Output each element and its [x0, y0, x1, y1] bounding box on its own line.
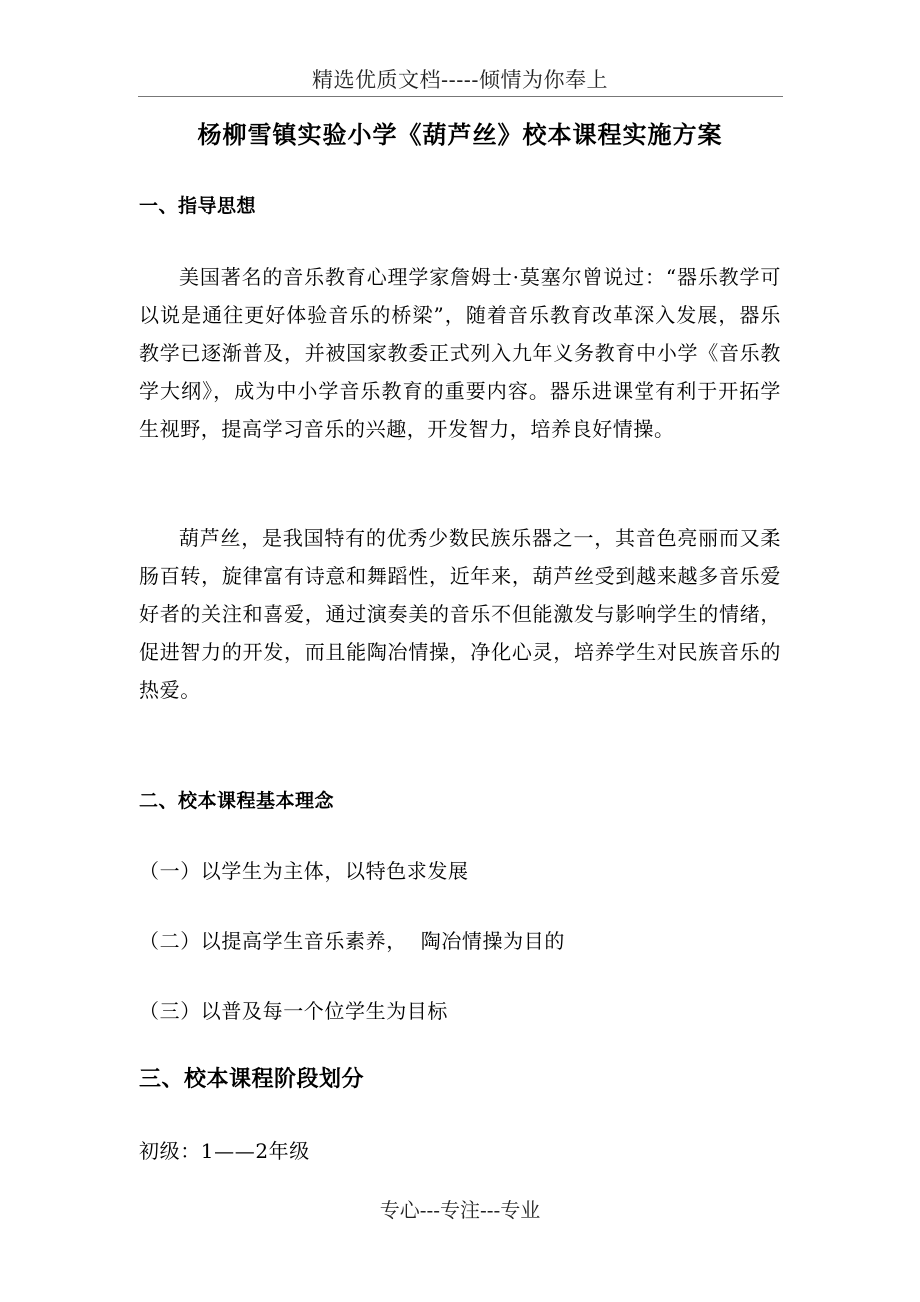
concept-item-1: （一）以学生为主体，以特色求发展 — [139, 859, 469, 883]
paragraph-hulusi-intro: 葫芦丝，是我国特有的优秀少数民族乐器之一，其音色亮丽而又柔肠百转，旋律富有诗意和舞蹈性，近年来，葫芦丝受到越来越多音乐爱好者的关注和喜爱，通过演奏美的音乐不但能激发与影响学生的情绪，促进智力的开发，而且能陶冶情操，净化心灵，培养学生对民族音乐的热爱。 — [139, 526, 781, 702]
stage-item-beginner: 初级：1——2年级 — [139, 1139, 310, 1163]
concept-item-2: （二）以提高学生音乐素养， 陶冶情操为目的 — [139, 929, 565, 953]
paragraph-music-education: 美国著名的音乐教育心理学家詹姆士·莫塞尔曾说过：“器乐教学可以说是通往更好体验音乐的桥梁”，随着音乐教育改革深入发展，器乐教学已逐渐普及，并被国家教委正式列入九年义务教育中小学《音乐教学大纲》，成为中小学音乐教育的重要内容。器乐进课堂有利于开拓学生视野，提高学习音乐的兴趣，开发智力，培养良好情操。 — [139, 265, 781, 441]
document-title: 杨柳雪镇实验小学《葫芦丝》校本课程实施方案 — [197, 121, 723, 149]
section-heading-basic-concepts: 二、校本课程基本理念 — [139, 790, 335, 812]
header-divider — [138, 96, 783, 97]
section-heading-stage-division: 三、校本课程阶段划分 — [139, 1067, 365, 1092]
page-header: 精选优质文档-----倾情为你奉上 — [312, 68, 608, 92]
page-footer: 专心---专注---专业 — [379, 1198, 541, 1222]
section-heading-guiding-ideology: 一、指导思想 — [139, 195, 257, 217]
concept-item-3: （三）以普及每一个位学生为目标 — [139, 999, 448, 1023]
